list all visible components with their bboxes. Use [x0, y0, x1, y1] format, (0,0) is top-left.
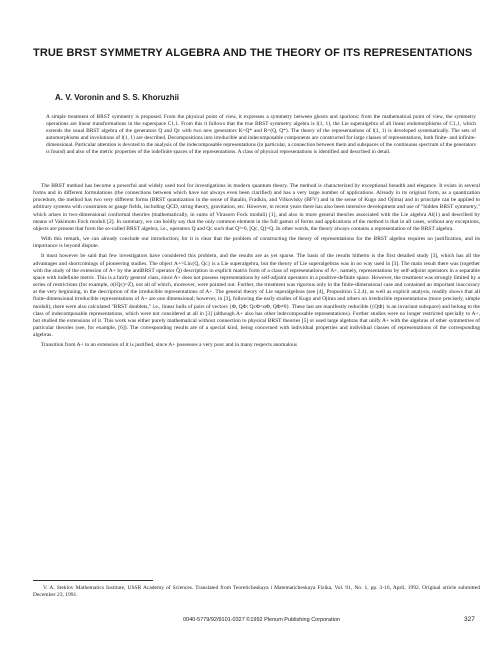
paper-abstract: A simple treatment of BRST symmetry is proposed. From the physical point of view, it expresses a symmetry between ghosts and spurions; from the mathematical point of view, the symmetry operations are linear transformations in the superspace C1,1. From this it follows that the true BRST symmetry algebra is l(1, 1), the Lie superalgebra of all linear endomorphisms of C1,1, which extends the usual BRST algebra of the generators Q and Qc with two new generators K=Q* and R=(Q, Q*). The theory of the representations of l(1, 1) is developed systematically. The sets of automorphisms and involutions of l(1, 1) are described. Decompositions into irreducible and indecomposable components are constructed for large classes of representations, both finite- and infinite-dimensional. Particular attention is devoted to the analysis of the indecomposable representations (in particular, a connection between them and subspaces of the continuous spectrum of the generators is found) and also of the metric properties of the indefinite spaces of the representations. A class of physical representations is identified and described in detail.	[46, 114, 477, 156]
page-number: 327	[464, 616, 475, 623]
body-paragraph: With this remark, we can already conclude our introduction; for it is clear that the problem of constructing the theory of representations for the BRST algebra requires no justification, and its importance is beyond dispute.	[33, 236, 480, 250]
body-paragraph: It must however be said that few investigators have considered this problem, and the results are as yet sparse. The basis of the results hitherto is the first detailed study [3], which has all the advantages and shortcomings of pioneering studies. The object A+=Lin{Q, Qc} is a Lie superalgebra, but the theory of Lie superalgebras was in no way used in [3]. The main result there was (together with the study of the extension of A+ by the antiBRST operator Q̄) description in explicit matrix form of a class of representations of A+, namely, representations by self-adjoint operators in a separable space with indefinite metric. This is a fairly general class, since A+ does not possess representations by self-adjoint operators in a positive-definite space. However, the treatment was strongly limited by a series of restrictions (for example, σ(iQc)=Z), not all of which, moreover, were pointed out. Further, the treatment was rigorous only in the finite-dimensional case and contained an important inaccuracy at the very beginning, in the description of the irreducible representations of A+. The general theory of Lie superalgebras (see [4], Proposition 5.2.4), as well as explicit analysis, readily shows that all finite-dimensional irreducible representations of A+ are one dimensional; however, in [3], following the early studies of Kugo and Ojima and others on irreducible representations (more precisely, simple moduli), there were also calculated "BRST doublets," i.e., linear hulls of pairs of vectors {Φ, QΦ; QcΦ=αΦ, QΦ≠0}. These last are manifestly reducible ({QΦ} is an invariant subspace) and belong to the class of indecomposable representations, which were not considered at all in [3] (although A+ also has other indecomposable representations). Further studies were no longer restricted specially to A+, but studied the extensions of it. This work was either purely mathematical without connection to physical BRST theories [5] or used large algebras that unify A+ with the algebras of other symmetries of particular theories (see, for example, [6]). The corresponding results are of a special kind, being concerned with individual properties and individual classes of representations of the corresponding algebras.	[33, 253, 480, 339]
body-paragraph: The BRST method has become a powerful and widely used tool for investigations in modern quantum theory. The method is characterized by exceptional breadth and elegance. It exists in several forms and in different formulations (the connections between which have not always even been clarified) and has a very large number of applications. Already in its original form, as a quantization procedure, the method has two very different forms (BRST quantization in the sense of Batalin, Fradkin, and Vilkovisky (BFV) and in the sense of Kugo and Ojima) and in principle can be applied to arbitrary systems with constraints or gauge fields, including QCD, string theory, gravitation, etc. However, in recent years there has also been intensive development and use of "hidden BRST symmetry," which arises in two-dimensional conformal theories (mathematically, in sums of Virasoro Fock moduli) [1], and also in more general theories associated with the Lie algebra Al(1) and described by means of Vakimoto Fock moduli [2]. In summary, we can boldly say that the only common element in the full gamut of forms and applications of the method is that in all cases, without any exceptions, objects are present that form the so-called BRST algebra, i.e., operators Q and Qc such that Q²=0, [Qc, Q]=Q. In other words, the theory always contains a representation of the BRST algebra.	[33, 183, 480, 232]
paper-title: TRUE BRST SYMMETRY ALGEBRA AND THE THEORY OF ITS REPRESENTATIONS	[33, 47, 473, 59]
copyright-line: 0040-5779/92/9101-0327 ©1992 Plenum Publishing Corporation	[183, 617, 340, 623]
footnote: V. A. Steklov Mathematics Institute, USSR Academy of Sciences. Translated from Teoreticheskaya i Matematicheskaya Fizika, Vol. 91, No. 1, pp. 3-16, April, 1992. Original article submitted December 23, 1991.	[33, 585, 480, 599]
paper-body	[33, 183, 480, 352]
paper-authors: A. V. Voronin and S. S. Khoruzhii	[55, 93, 180, 102]
footnote-rule	[33, 580, 153, 581]
body-paragraph: Transition from A+ to an extension of it is justified, since A+ possesses a very poor and in many respects anomalous	[41, 342, 298, 349]
